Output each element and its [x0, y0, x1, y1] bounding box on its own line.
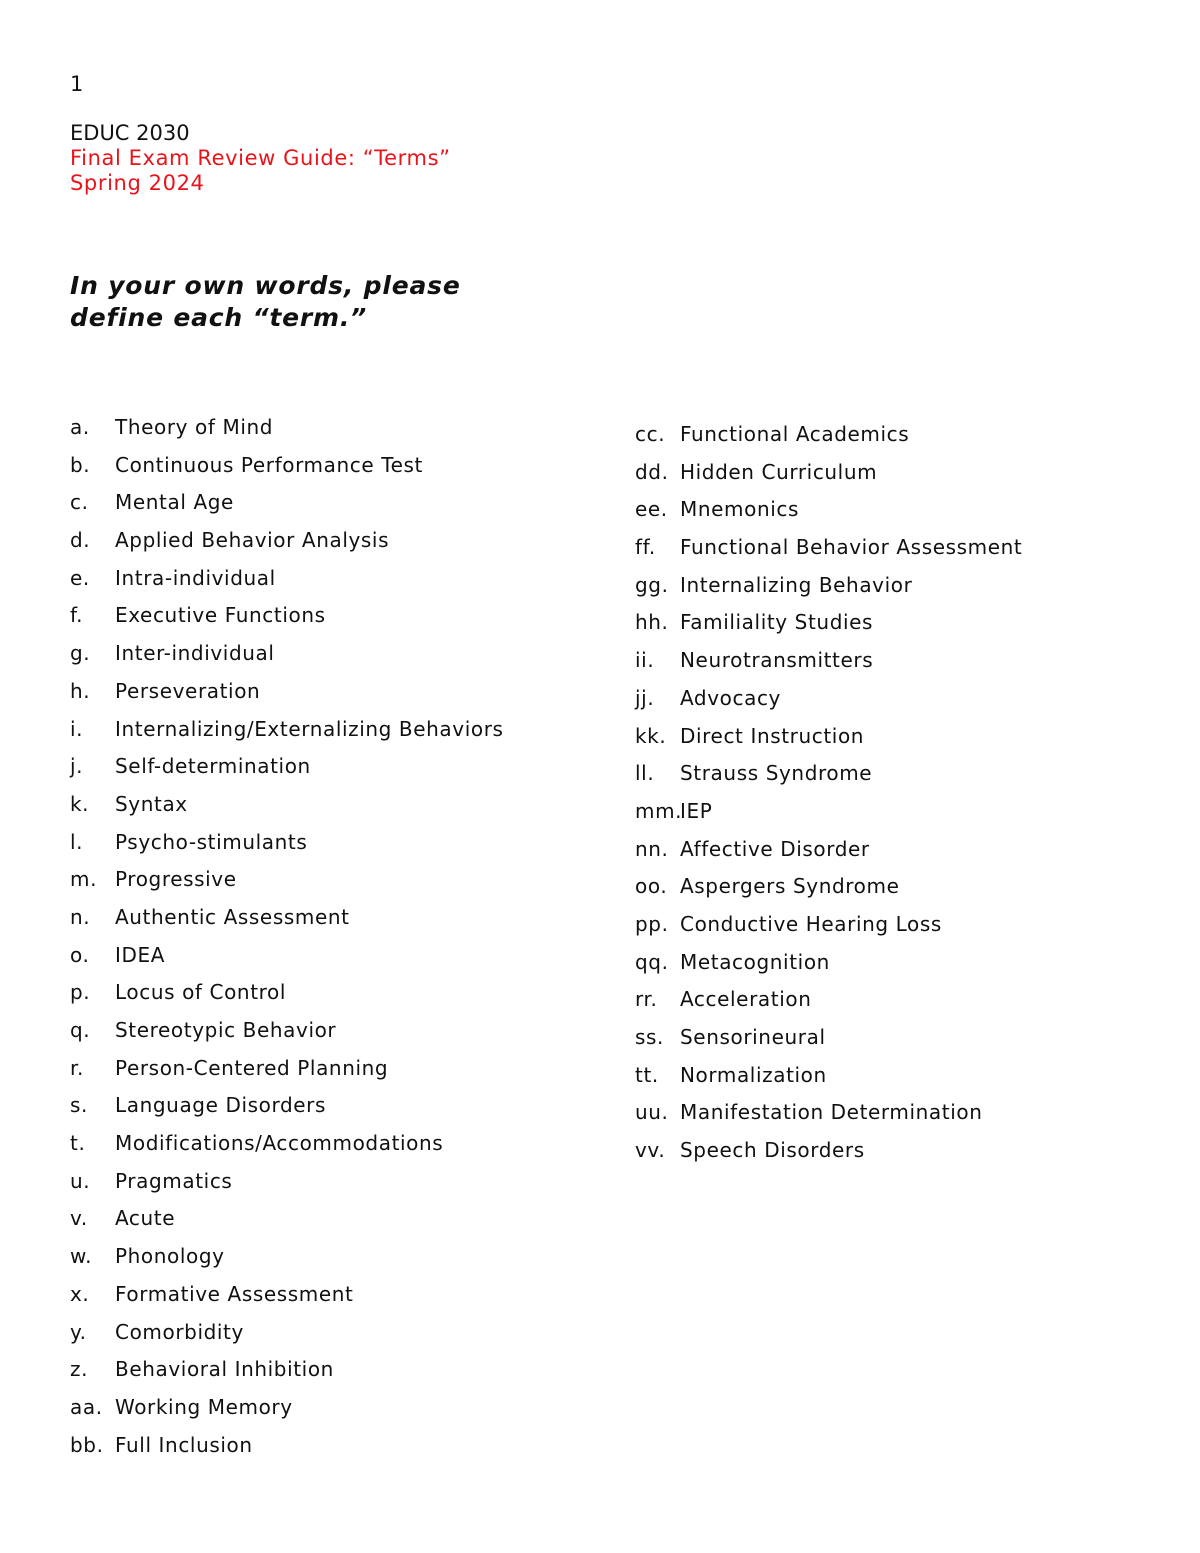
term-text: Continuous Performance Test	[115, 452, 423, 477]
term-list-item	[635, 910, 1022, 948]
term-text: Executive Functions	[115, 603, 326, 628]
term-list-item	[635, 533, 1022, 571]
term-text: Acceleration	[680, 987, 812, 1012]
term-letter: t.	[70, 1131, 86, 1156]
term-list-right	[635, 420, 1022, 1174]
term-letter: gg.	[635, 572, 669, 597]
term-list-item	[70, 752, 504, 790]
term-text: Applied Behavior Analysis	[115, 528, 390, 553]
term-letter: aa.	[70, 1394, 103, 1419]
term-text: Full Inclusion	[115, 1432, 253, 1457]
term-list-item	[70, 1355, 504, 1393]
course-code: EDUC 2030	[70, 121, 190, 145]
term-list-item	[70, 1393, 504, 1431]
term-letter: qq.	[635, 949, 669, 974]
term-list-item	[70, 790, 504, 828]
term-list-item	[70, 715, 504, 753]
term-letter: ss.	[635, 1025, 664, 1049]
term-letter: ee.	[635, 497, 668, 522]
term-text: Strauss Syndrome	[680, 761, 873, 786]
term-letter: j.	[70, 754, 84, 779]
term-list-item	[635, 495, 1022, 533]
term-letter: jj.	[635, 685, 655, 710]
term-text: Advocacy	[680, 685, 781, 710]
term-letter: h.	[70, 678, 91, 703]
term-list-item	[70, 1054, 504, 1092]
term-letter: g.	[70, 641, 91, 666]
term-letter: c.	[70, 490, 89, 515]
term-letter: ff.	[635, 535, 656, 560]
page-number: 1	[70, 72, 84, 96]
term-text: Affective Disorder	[680, 836, 870, 861]
term-letter: u.	[70, 1168, 91, 1193]
term-letter: m.	[70, 867, 98, 892]
term-list-item	[70, 828, 504, 866]
document-title: Final Exam Review Guide: “Terms”	[70, 146, 451, 170]
term-list-item	[635, 797, 1022, 835]
term-list-item	[70, 1167, 504, 1205]
term-letter: f.	[70, 603, 84, 628]
term-list-item	[70, 564, 504, 602]
term-text: Self-determination	[115, 754, 311, 779]
term-letter: o.	[70, 942, 90, 967]
term-text: Psycho-stimulants	[115, 829, 308, 854]
term-letter: v.	[70, 1206, 88, 1231]
term-text: Comorbidity	[115, 1319, 244, 1344]
term-text: Theory of Mind	[115, 415, 274, 439]
semester-label: Spring 2024	[70, 171, 205, 195]
term-letter: ll.	[635, 761, 655, 786]
term-letter: p.	[70, 980, 91, 1005]
term-list-item	[70, 526, 504, 564]
term-text: Authentic Assessment	[115, 904, 350, 929]
term-letter: i.	[70, 716, 84, 741]
term-letter: oo.	[635, 874, 668, 899]
term-letter: n.	[70, 904, 91, 929]
instructions	[70, 270, 461, 334]
term-list-item	[635, 1023, 1022, 1061]
term-text: Language Disorders	[115, 1093, 326, 1118]
term-text: Intra-individual	[115, 565, 276, 590]
term-list-item	[70, 1129, 504, 1167]
term-text: Person-Centered Planning	[115, 1055, 389, 1080]
term-text: Behavioral Inhibition	[115, 1357, 334, 1382]
term-list-item	[635, 722, 1022, 760]
term-list-left	[70, 413, 504, 1468]
term-text: Locus of Control	[115, 980, 287, 1005]
term-letter: hh.	[635, 610, 669, 635]
term-letter: vv.	[635, 1138, 666, 1163]
term-text: Aspergers Syndrome	[680, 874, 900, 899]
term-letter: tt.	[635, 1062, 659, 1087]
term-letter: ii.	[635, 648, 655, 673]
term-list-item	[70, 941, 504, 979]
term-list-item	[635, 948, 1022, 986]
term-text: Formative Assessment	[115, 1281, 354, 1306]
instruction-line-2: define each “term.”	[70, 303, 368, 332]
term-text: Conductive Hearing Loss	[680, 911, 942, 936]
term-list-item	[70, 601, 504, 639]
term-list-item	[70, 451, 504, 489]
term-list-item	[635, 608, 1022, 646]
term-list-item	[635, 835, 1022, 873]
term-letter: uu.	[635, 1100, 669, 1125]
term-text: Sensorineural	[680, 1025, 826, 1049]
term-letter: k.	[70, 791, 90, 816]
term-text: Progressive	[115, 867, 237, 892]
term-letter: a.	[70, 415, 90, 439]
term-text: Internalizing Behavior	[680, 572, 913, 597]
term-list-item	[70, 1016, 504, 1054]
term-text: Inter-individual	[115, 641, 275, 666]
term-letter: y.	[70, 1319, 87, 1344]
term-text: Functional Behavior Assessment	[680, 535, 1023, 560]
term-text: Stereotypic Behavior	[115, 1018, 337, 1042]
term-text: Pragmatics	[115, 1168, 233, 1193]
term-letter: q.	[70, 1018, 91, 1042]
term-letter: x.	[70, 1281, 90, 1306]
term-list-item	[635, 420, 1022, 458]
term-text: Internalizing/Externalizing Behaviors	[115, 716, 504, 741]
term-letter: bb.	[70, 1432, 104, 1457]
term-text: Hidden Curriculum	[680, 459, 878, 484]
term-list-item	[635, 759, 1022, 797]
term-letter: kk.	[635, 723, 667, 748]
term-text: Syntax	[115, 791, 188, 816]
term-list-item	[635, 571, 1022, 609]
term-list-item	[70, 865, 504, 903]
term-letter: w.	[70, 1244, 93, 1269]
term-list-item	[635, 985, 1022, 1023]
term-text: Direct Instruction	[680, 723, 865, 748]
term-letter: mm.	[635, 798, 683, 823]
term-list-item	[70, 677, 504, 715]
term-list-item	[70, 1242, 504, 1280]
term-text: IEP	[680, 798, 713, 823]
term-letter: s.	[70, 1093, 88, 1118]
term-letter: d.	[70, 528, 91, 553]
term-letter: r.	[70, 1055, 84, 1080]
term-list-item	[70, 1091, 504, 1129]
term-list-item	[635, 646, 1022, 684]
term-letter: e.	[70, 565, 90, 590]
term-list-item	[70, 978, 504, 1016]
term-text: Acute	[115, 1206, 176, 1231]
term-letter: rr.	[635, 987, 658, 1012]
term-list-item	[70, 1431, 504, 1469]
term-text: Normalization	[680, 1062, 827, 1087]
term-text: Mnemonics	[680, 497, 800, 522]
term-text: Perseveration	[115, 678, 261, 703]
term-letter: cc.	[635, 422, 666, 446]
term-list-item	[70, 903, 504, 941]
term-list-item	[635, 1061, 1022, 1099]
term-list-item	[635, 684, 1022, 722]
term-text: Neurotransmitters	[680, 648, 874, 673]
term-list-item	[70, 1204, 504, 1242]
term-letter: nn.	[635, 836, 669, 861]
term-text: Speech Disorders	[680, 1138, 865, 1163]
term-letter: b.	[70, 452, 91, 477]
term-list-item	[70, 1318, 504, 1356]
term-list-item	[70, 1280, 504, 1318]
term-text: Metacognition	[680, 949, 830, 974]
term-letter: l.	[70, 829, 84, 854]
term-list-item	[70, 639, 504, 677]
document-header	[70, 121, 451, 196]
term-text: Working Memory	[115, 1394, 293, 1419]
term-letter: z.	[70, 1357, 89, 1382]
term-list-item	[70, 413, 504, 451]
term-text: Functional Academics	[680, 422, 910, 446]
term-text: Manifestation Determination	[680, 1100, 983, 1125]
term-text: Modifications/Accommodations	[115, 1131, 444, 1156]
term-list-item	[635, 872, 1022, 910]
term-text: Mental Age	[115, 490, 234, 515]
term-list-item	[635, 1136, 1022, 1174]
term-list-item	[635, 1098, 1022, 1136]
term-letter: dd.	[635, 459, 669, 484]
term-text: Familiality Studies	[680, 610, 874, 635]
term-list-item	[635, 458, 1022, 496]
term-letter: pp.	[635, 911, 669, 936]
term-text: IDEA	[115, 942, 166, 967]
term-list-item	[70, 488, 504, 526]
instruction-line-1: In your own words, please	[70, 271, 461, 300]
term-text: Phonology	[115, 1244, 225, 1269]
